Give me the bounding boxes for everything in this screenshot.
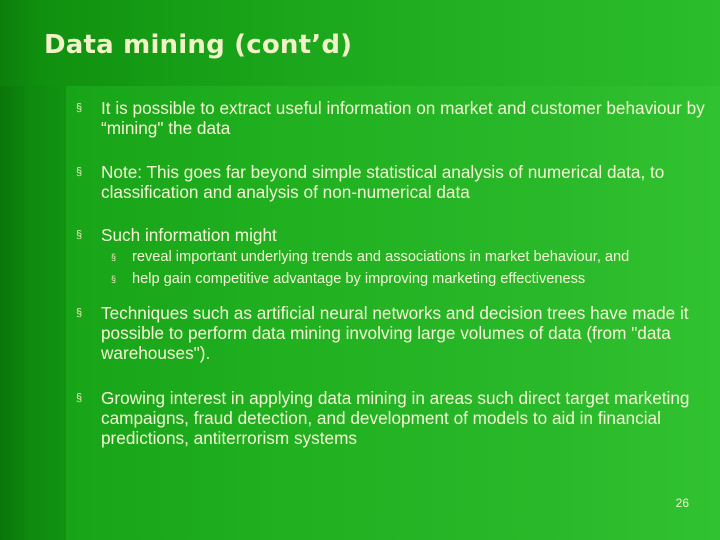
sub-bullet-item: [76, 271, 706, 287]
bullet-text: Note: This goes far beyond simple statistical analysis of numerical data, to classification and analysis of non-numerical data: [101, 162, 665, 202]
sub-bullet-text: reveal important underlying trends and associations in market behaviour, and: [132, 249, 630, 265]
bullet-text: Such information might: [101, 225, 277, 245]
bullet-item: [76, 303, 706, 363]
bullet-marker-icon: §: [76, 102, 83, 114]
bullet-item: [76, 162, 706, 202]
sub-bullet-list: [76, 249, 706, 287]
left-accent-band: [0, 86, 24, 540]
bullet-marker-icon: §: [76, 229, 83, 241]
bullet-item: [76, 98, 706, 138]
bullet-marker-icon: §: [76, 166, 83, 178]
sub-bullet-marker-icon: §: [111, 274, 117, 284]
sub-bullet-item: [76, 249, 706, 265]
bullet-text: Techniques such as artificial neural networks and decision trees have made it possible to perform data mining involving large volumes of data (from "data warehouses").: [101, 303, 689, 363]
page-number: 26: [675, 496, 689, 510]
bullet-text: It is possible to extract useful information on market and customer behaviour by “mining" the data: [101, 98, 705, 138]
slide-title: Data mining (cont’d): [44, 30, 353, 60]
bullet-text: Growing interest in applying data mining in areas such direct target marketing campaigns, fraud detection, and development of models to aid in financial predictions, antiterrorism systems: [101, 388, 690, 448]
sub-bullet-text: help gain competitive advantage by improving marketing effectiveness: [132, 271, 586, 287]
bullet-item: [76, 388, 706, 448]
bullet-marker-icon: §: [76, 392, 83, 404]
bullet-marker-icon: §: [76, 307, 83, 319]
bullet-list: [76, 98, 706, 448]
bullet-item: [76, 225, 706, 245]
sub-bullet-marker-icon: §: [111, 252, 117, 262]
